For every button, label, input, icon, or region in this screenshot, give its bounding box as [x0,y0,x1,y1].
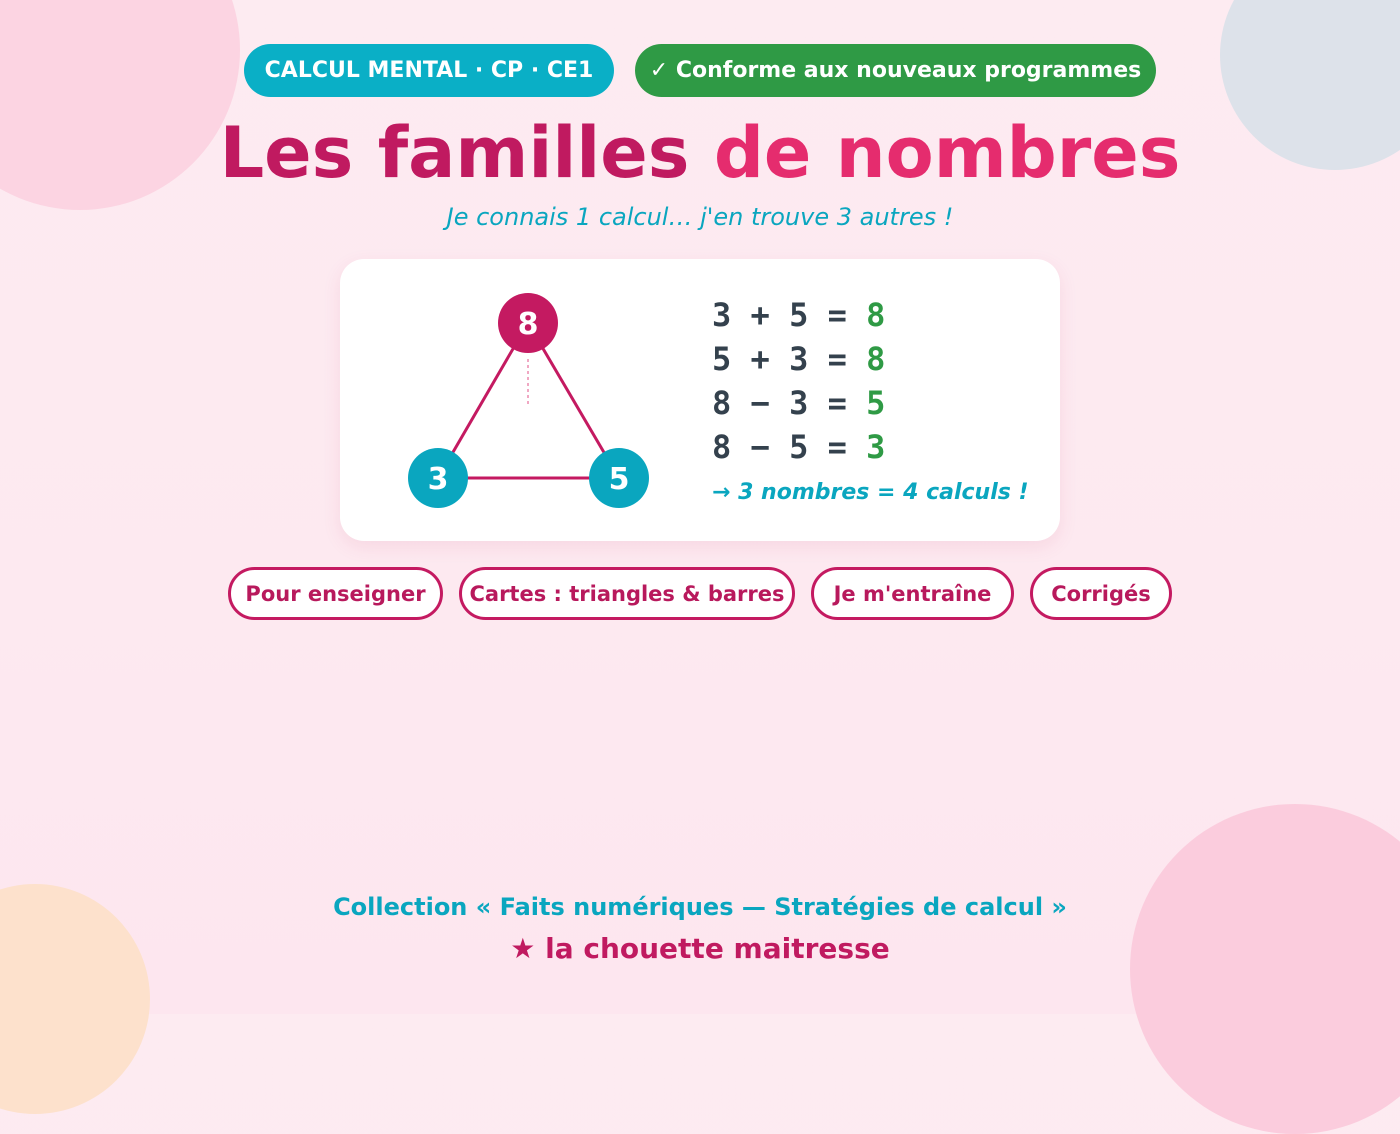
equation-expression: 5 + 3 = [712,340,867,378]
equation-line [712,337,885,381]
equation-line [712,381,885,425]
answers-button[interactable]: Corrigés [1030,567,1172,620]
equation-result: 8 [866,340,886,378]
decor-circle-bottom-right [1130,804,1400,1134]
page-title [0,108,1400,198]
equation-expression: 8 − 5 = [712,428,867,466]
equation-line [712,425,885,469]
equation-result: 5 [866,384,886,422]
page-subtitle: Je connais 1 calcul… j'en trouve 3 autres ! [446,203,954,231]
equation-result: 3 [866,428,886,466]
brand-name: ★ la chouette maitresse [510,932,890,965]
conform-badge: ✓ Conforme aux nouveaux programmes [635,44,1156,97]
equation-expression: 8 − 3 = [712,384,867,422]
page-title-part2: de nombres [713,112,1181,194]
equation-result: 8 [866,296,886,334]
practice-button[interactable]: Je m'entraîne [811,567,1014,620]
example-card [340,259,1060,541]
cards-button[interactable]: Cartes : triangles & barres [459,567,795,620]
teach-button[interactable]: Pour enseigner [228,567,443,620]
equation-expression: 3 + 5 = [712,296,867,334]
equation-line [712,293,885,337]
page-title-part1: Les familles [219,112,690,194]
collection-title: Collection « Faits numériques — Stratégies de calcul » [333,893,1067,921]
number-triangle [340,259,680,541]
triangle-node-top-label: 8 [517,307,539,342]
equation-list [712,293,885,469]
level-badge: CALCUL MENTAL · CP · CE1 [244,44,614,97]
triangle-node-left-label: 3 [427,462,449,497]
summary-note: → 3 nombres = 4 calculs ! [712,480,1029,505]
triangle-node-right-label: 5 [608,462,630,497]
